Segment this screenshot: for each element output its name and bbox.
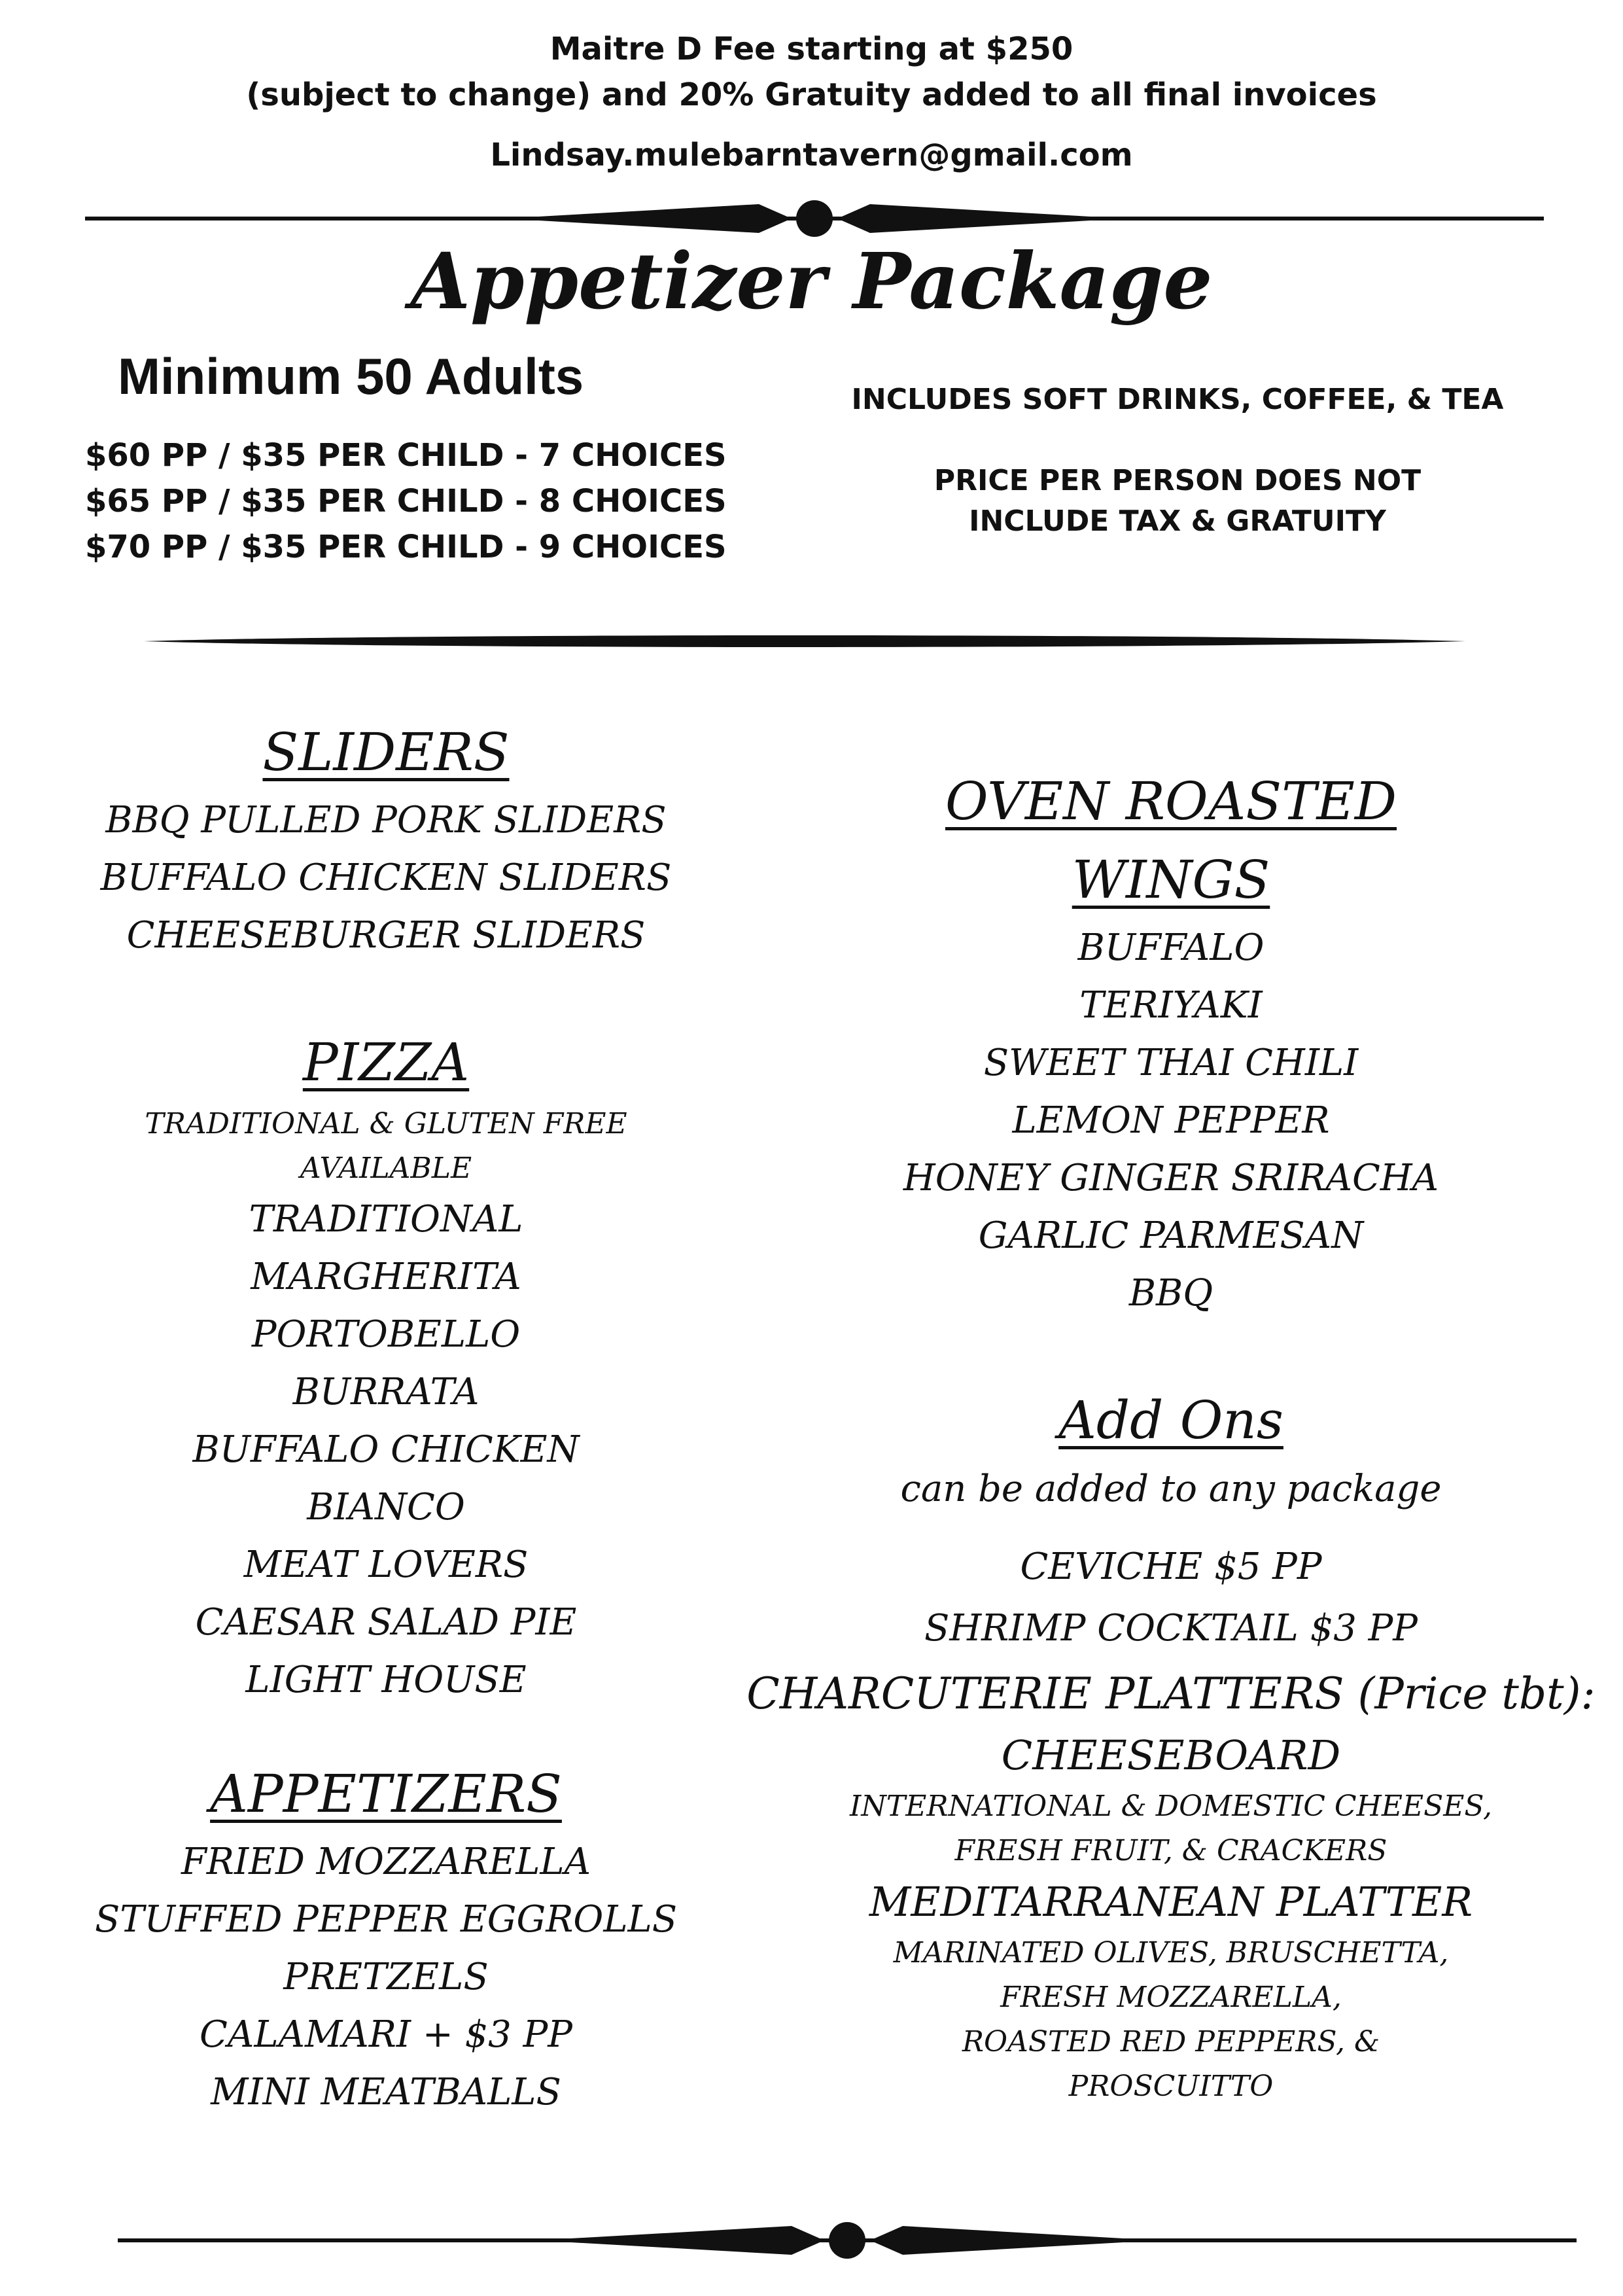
menu-item: TRADITIONAL	[249, 1198, 523, 1241]
tax-note-line: PRICE PER PERSON DOES NOT	[934, 464, 1422, 497]
menu-item: BBQ PULLED PORK SLIDERS	[105, 799, 667, 841]
includes-drinks: INCLUDES SOFT DRINKS, COFFEE, & TEA	[851, 383, 1504, 416]
contact-email[interactable]: Lindsay.mulebarntavern@gmail.com	[490, 137, 1133, 173]
section-heading-wings: WINGS	[1072, 849, 1270, 910]
menu-item: LIGHT HOUSE	[245, 1659, 527, 1701]
menu-item: CHEESEBURGER SLIDERS	[126, 914, 646, 957]
section-heading-wings: OVEN ROASTED	[945, 771, 1397, 832]
tax-note-line: INCLUDE TAX & GRATUITY	[969, 504, 1386, 538]
price-line: $60 PP / $35 PER CHILD - 7 CHOICES	[85, 437, 727, 474]
menu-item: PRETZELS	[283, 1956, 489, 1998]
pricing-block	[85, 347, 752, 570]
ornamental-divider-bottom	[118, 2218, 1577, 2264]
platter-description: MARINATED OLIVES, BRUSCHETTA,	[893, 1936, 1449, 1969]
left-menu-column	[26, 713, 746, 2121]
pizza-note: TRADITIONAL & GLUTEN FREE	[145, 1107, 627, 1140]
platter-description: ROASTED RED PEPPERS, &	[962, 2025, 1380, 2058]
swoosh-divider	[144, 628, 1465, 654]
menu-item: MINI MEATBALLS	[211, 2071, 561, 2113]
maitre-d-fee-line: Maitre D Fee starting at $250	[550, 31, 1073, 67]
add-on-item: SHRIMP COCKTAIL $3 PP	[924, 1607, 1418, 1650]
header	[0, 26, 1623, 178]
section-heading-sliders: SLIDERS	[262, 722, 510, 783]
add-ons-note: can be added to any package	[900, 1468, 1442, 1510]
menu-item: BUFFALO CHICKEN SLIDERS	[100, 857, 672, 899]
package-info	[824, 380, 1531, 542]
menu-item: GARLIC PARMESAN	[978, 1214, 1364, 1257]
menu-item: BURRATA	[292, 1371, 480, 1413]
menu-item: STUFFED PEPPER EGGROLLS	[94, 1898, 678, 1941]
right-menu-column	[739, 762, 1603, 2109]
menu-item: CAESAR SALAD PIE	[195, 1601, 577, 1644]
section-heading-appetizers: APPETIZERS	[210, 1763, 562, 1824]
price-line: $65 PP / $35 PER CHILD - 8 CHOICES	[85, 483, 727, 520]
menu-item: MARGHERITA	[251, 1256, 521, 1298]
platter-description: PROSCUITTO	[1068, 2070, 1274, 2103]
add-on-item: CEVICHE $5 PP	[1020, 1545, 1322, 1588]
page-title: Appetizer Package	[410, 236, 1213, 327]
menu-item: PORTOBELLO	[251, 1313, 521, 1356]
gratuity-line: (subject to change) and 20% Gratuity added to all final invoices	[246, 77, 1377, 113]
platter-name: MEDITARRANEAN PLATTER	[869, 1878, 1473, 1926]
menu-item: BBQ	[1128, 1272, 1213, 1315]
menu-item: HONEY GINGER SRIRACHA	[903, 1157, 1439, 1199]
platter-description: FRESH MOZZARELLA,	[1000, 1981, 1342, 2014]
pizza-note: AVAILABLE	[300, 1152, 472, 1185]
menu-item: BUFFALO CHICKEN	[192, 1428, 580, 1471]
section-heading-pizza: PIZZA	[302, 1032, 470, 1093]
menu-item: MEAT LOVERS	[243, 1544, 529, 1586]
minimum-guests: Minimum 50 Adults	[118, 347, 584, 405]
menu-item: SWEET THAI CHILI	[983, 1042, 1359, 1084]
menu-item: BUFFALO	[1077, 927, 1265, 969]
menu-item: FRIED MOZZARELLA	[181, 1841, 591, 1883]
platter-description: FRESH FRUIT, & CRACKERS	[954, 1834, 1387, 1867]
platter-description: INTERNATIONAL & DOMESTIC CHEESES,	[850, 1790, 1492, 1823]
platter-name: CHEESEBOARD	[1001, 1731, 1341, 1779]
charcuterie-heading: CHARCUTERIE PLATTERS (Price tbt):	[746, 1669, 1596, 1719]
menu-item: LEMON PEPPER	[1012, 1099, 1330, 1142]
menu-item: TERIYAKI	[1079, 984, 1263, 1027]
price-line: $70 PP / $35 PER CHILD - 9 CHOICES	[85, 529, 727, 565]
section-heading-add-ons: Add Ons	[1058, 1390, 1283, 1451]
menu-item: CALAMARI + $3 PP	[200, 2013, 572, 2056]
menu-item: BIANCO	[307, 1486, 465, 1528]
